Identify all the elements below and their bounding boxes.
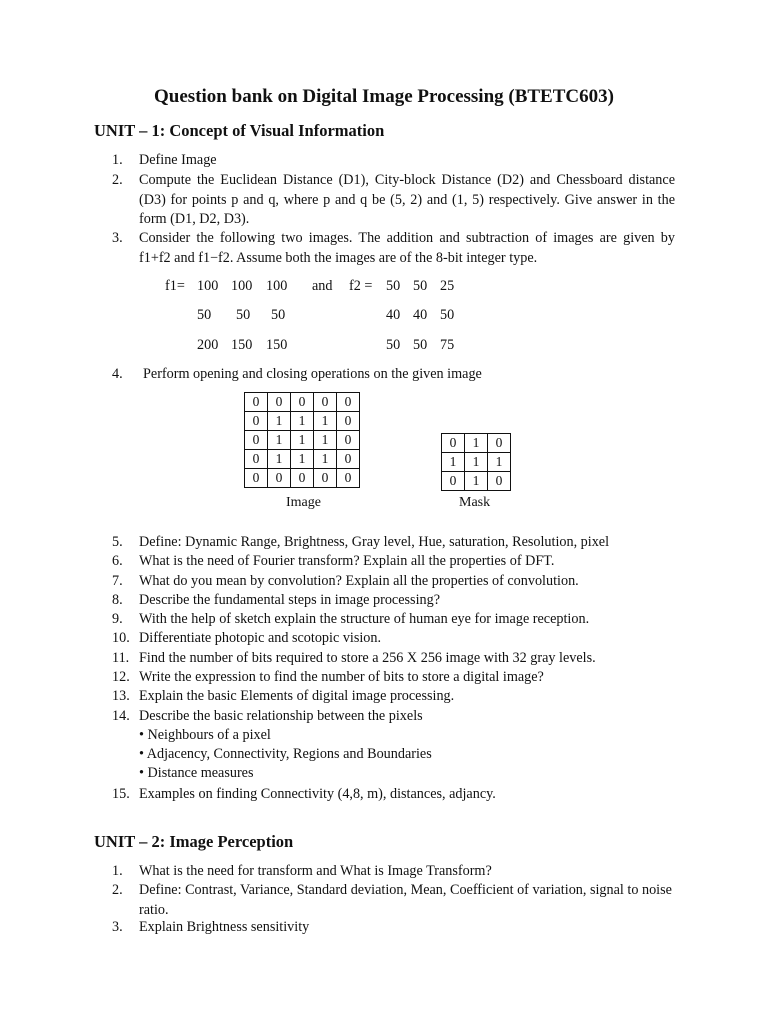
- image-cell: 0: [245, 412, 268, 431]
- image-cell: 1: [314, 431, 337, 450]
- unit1-heading: UNIT – 1: Concept of Visual Information: [94, 121, 385, 140]
- question-text: Define: Dynamic Range, Brightness, Gray level, Hue, saturation, Resolution, pixel: [139, 534, 610, 550]
- question-number: 15.: [112, 786, 130, 802]
- image-cell: 0: [268, 469, 291, 488]
- question-number: 6.: [112, 553, 123, 569]
- f1-cell: 100: [266, 278, 288, 294]
- image-cell: 1: [314, 450, 337, 469]
- f2-cell: 40: [386, 307, 401, 323]
- image-cell: 0: [291, 393, 314, 412]
- question-text: Compute the Euclidean Distance (D1), City-block Distance (D2) and Chessboard distance (D3) for points p and q, where p and q be (5, 2) and (1, 5) respectively. Give answer in the form (D1, D2, D3).: [139, 172, 675, 227]
- f2-cell: 75: [440, 337, 455, 353]
- mask-caption: Mask: [459, 495, 491, 510]
- f2-cell: 40: [413, 307, 428, 323]
- image-cell: 0: [314, 469, 337, 488]
- image-cell: 1: [291, 450, 314, 469]
- question-text: What is the need of Fourier transform? Explain all the properties of DFT.: [139, 553, 555, 569]
- document-title: Question bank on Digital Image Processing (BTETC603): [154, 86, 614, 107]
- question-number: 11.: [112, 650, 130, 666]
- image-cell: 0: [245, 431, 268, 450]
- image-cell: 0: [291, 469, 314, 488]
- image-grid: [244, 392, 360, 488]
- image-cell: 0: [337, 412, 360, 431]
- image-cell: 0: [268, 393, 291, 412]
- f1-cell: 200: [197, 337, 219, 353]
- image-cell: 1: [314, 412, 337, 431]
- question-number: 8.: [112, 592, 123, 608]
- image-caption: Image: [286, 495, 321, 510]
- f2-label: f2 =: [349, 278, 373, 294]
- question-text: Consider the following two images. The addition and subtraction of images are given by f1+f2 and f1−f2. Assume both the images are of the 8-bit integer type.: [139, 230, 675, 266]
- f1-label: f1=: [165, 278, 185, 294]
- question-text: Explain Brightness sensitivity: [139, 919, 310, 935]
- image-cell: 1: [291, 431, 314, 450]
- f1-cell: 50: [236, 307, 251, 323]
- mask-cell: 0: [488, 434, 511, 453]
- f2-cell: 50: [413, 278, 428, 294]
- f2-cell: 50: [413, 337, 428, 353]
- question-text: Differentiate photopic and scotopic vision.: [139, 630, 382, 646]
- question-number: 2.: [112, 882, 123, 898]
- question-number: 13.: [112, 688, 130, 704]
- image-cell: 0: [337, 469, 360, 488]
- question-number: 5.: [112, 534, 123, 550]
- image-cell: 1: [268, 412, 291, 431]
- f1-cell: 100: [231, 278, 253, 294]
- mask-cell: 0: [488, 472, 511, 491]
- bullet-item: • Adjacency, Connectivity, Regions and Boundaries: [139, 746, 432, 762]
- image-cell: 0: [245, 450, 268, 469]
- mask-cell: 1: [465, 472, 488, 491]
- f1-cell: 100: [197, 278, 219, 294]
- image-cell: 0: [337, 393, 360, 412]
- question-number: 14.: [112, 708, 130, 724]
- question-text: What is the need for transform and What is Image Transform?: [139, 863, 492, 879]
- image-cell: 0: [245, 393, 268, 412]
- image-cell: 1: [291, 412, 314, 431]
- question-text: With the help of sketch explain the structure of human eye for image reception.: [139, 611, 590, 627]
- f2-cell: 50: [440, 307, 455, 323]
- question-number: 3.: [112, 919, 123, 935]
- question-text: Examples on finding Connectivity (4,8, m), distances, adjancy.: [139, 786, 496, 802]
- unit2-heading: UNIT – 2: Image Perception: [94, 832, 294, 851]
- question-text: Describe the fundamental steps in image processing?: [139, 592, 440, 608]
- f2-cell: 50: [386, 278, 401, 294]
- question-text: Describe the basic relationship between the pixels: [139, 708, 423, 724]
- bullet-item: • Neighbours of a pixel: [139, 727, 271, 743]
- question-text: Define: Contrast, Variance, Standard deviation, Mean, Coefficient of variation, signal to noise ratio.: [139, 882, 672, 918]
- bullet-item: • Distance measures: [139, 765, 254, 781]
- question-text: Find the number of bits required to store a 256 X 256 image with 32 gray levels.: [139, 650, 596, 666]
- question-number: 12.: [112, 669, 130, 685]
- f1-cell: 50: [197, 307, 212, 323]
- question-number: 10.: [112, 630, 130, 646]
- question-number: 3.: [112, 230, 123, 246]
- f1-cell: 50: [271, 307, 286, 323]
- question-text: What do you mean by convolution? Explain all the properties of convolution.: [139, 573, 579, 589]
- mask-cell: 0: [442, 472, 465, 491]
- question-number: 1.: [112, 152, 123, 168]
- image-cell: 0: [337, 450, 360, 469]
- mask-cell: 1: [465, 453, 488, 472]
- f1-cell: 150: [266, 337, 288, 353]
- question-number: 4.: [112, 366, 123, 382]
- image-cell: 1: [268, 450, 291, 469]
- image-cell: 1: [268, 431, 291, 450]
- image-cell: 0: [314, 393, 337, 412]
- question-text: Perform opening and closing operations on the given image: [143, 366, 482, 382]
- question-number: 9.: [112, 611, 123, 627]
- question-text: Explain the basic Elements of digital image processing.: [139, 688, 455, 704]
- mask-cell: 1: [465, 434, 488, 453]
- question-number: 7.: [112, 573, 123, 589]
- f2-cell: 50: [386, 337, 401, 353]
- image-cell: 0: [245, 469, 268, 488]
- question-number: 2.: [112, 172, 123, 188]
- question-number: 1.: [112, 863, 123, 879]
- f1-cell: 150: [231, 337, 253, 353]
- mask-grid: [441, 433, 511, 491]
- f2-cell: 25: [440, 278, 455, 294]
- mask-cell: 0: [442, 434, 465, 453]
- and-label: and: [312, 278, 333, 294]
- mask-cell: 1: [442, 453, 465, 472]
- mask-cell: 1: [488, 453, 511, 472]
- question-text: Write the expression to find the number of bits to store a digital image?: [139, 669, 544, 685]
- image-cell: 0: [337, 431, 360, 450]
- question-text: Define Image: [139, 152, 217, 168]
